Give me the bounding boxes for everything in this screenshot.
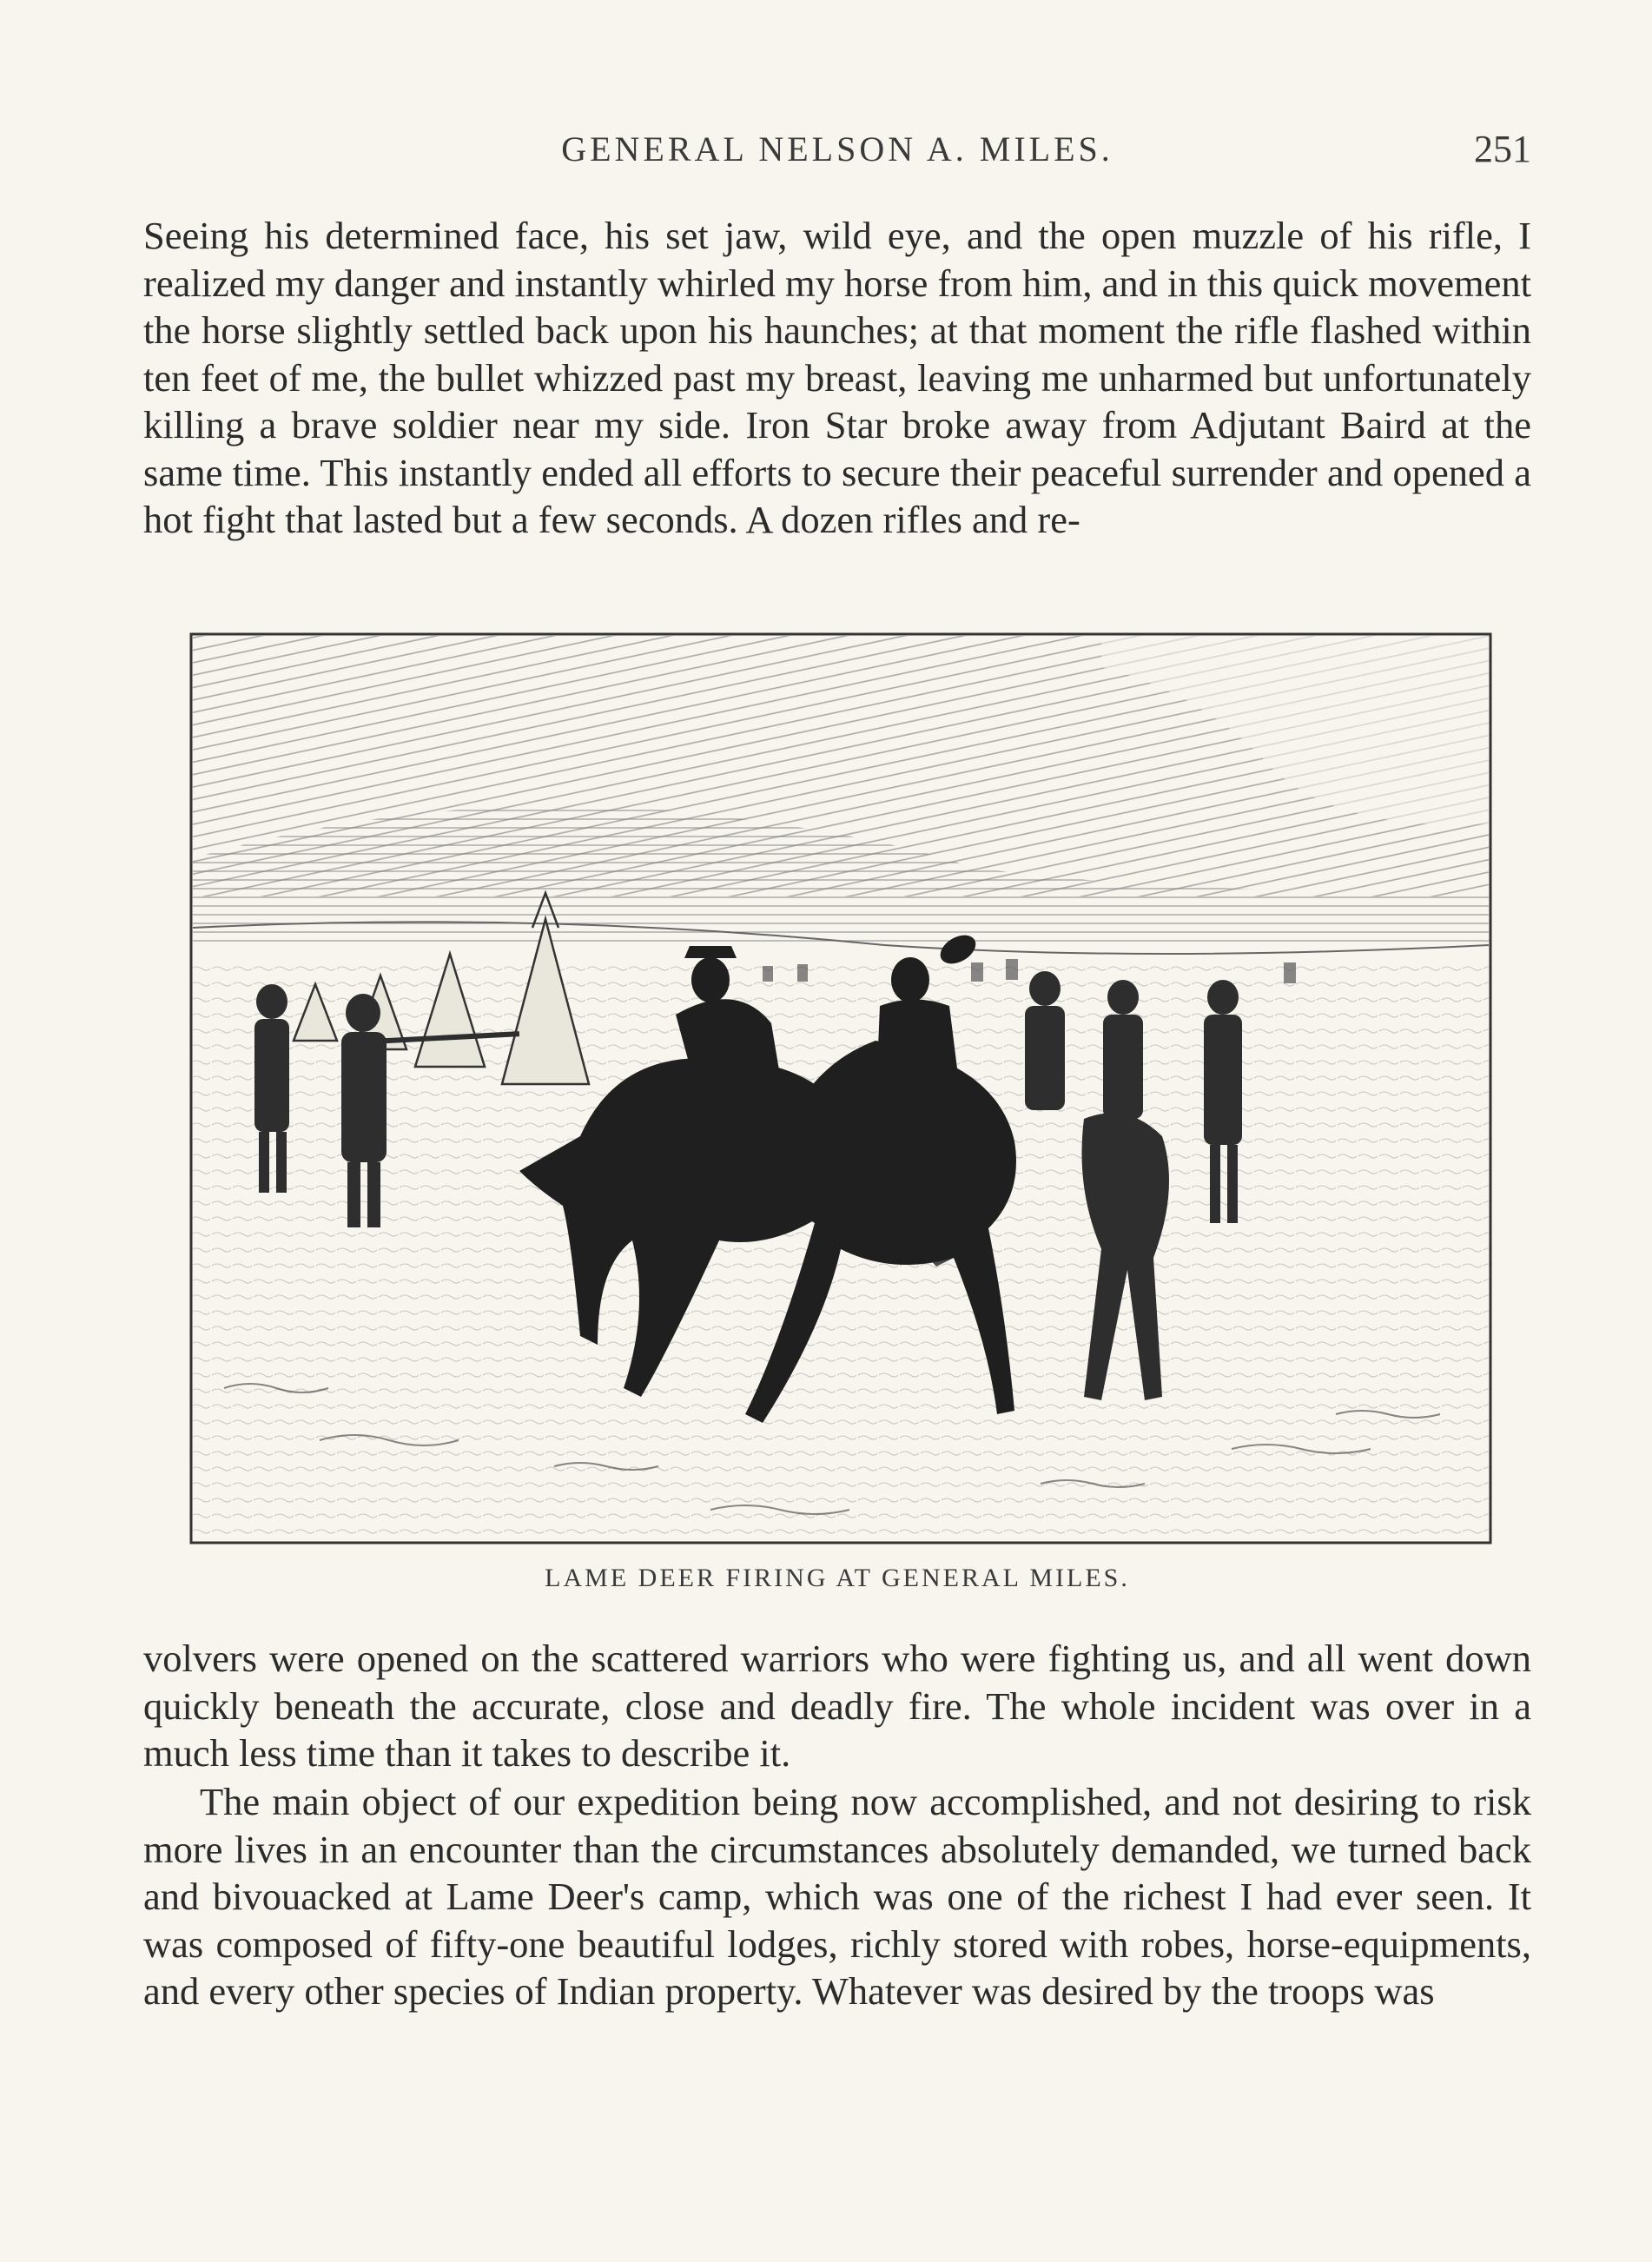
body-paragraph-3: The main object of our expedition being now accomplished, and not desiring to risk more lives in an encounter than the circumstances absolutely demanded, we turned back and bivouacked at Lame Deer's camp, which was one of the richest I had ever seen. It was composed of fifty-one beautiful lodges, richly stored with robes, horse-equipments, and every other species of Indian property. Whatever was desired by the troops was <box>143 1780 1531 2013</box>
body-paragraph-2: volvers were opened on the scattered warriors who were fighting us, and all went down quickly beneath the accurate, close and deadly fire. The whole incident was over in a much less time than it takes to describe it. <box>143 1637 1531 1775</box>
engraving-illustration <box>189 632 1492 1544</box>
running-title: GENERAL NELSON A. MILES. <box>561 129 1113 169</box>
page-number: 251 <box>1474 128 1531 170</box>
figure-caption: LAME DEER FIRING AT GENERAL MILES. <box>545 1564 1130 1592</box>
body-paragraph-1: Seeing his determined face, his set jaw, wild eye, and the open muzzle of his rifle, I realized my danger and instantly whirled my horse from him, and in this quick movement the horse slightly settled back upon his haunches; at that moment the rifle flashed within ten feet of me, the bullet whizzed past my breast, leaving me unharmed but unfortunately killing a brave soldier near my side. Iron Star broke away from Adjutant Baird at the same time. This instantly ended all efforts to secure their peaceful surrender and opened a hot fight that lasted but a few seconds. A dozen rifles and re- <box>143 214 1531 541</box>
running-head <box>143 129 1531 181</box>
engraving-illustration-svg <box>189 632 1492 1544</box>
